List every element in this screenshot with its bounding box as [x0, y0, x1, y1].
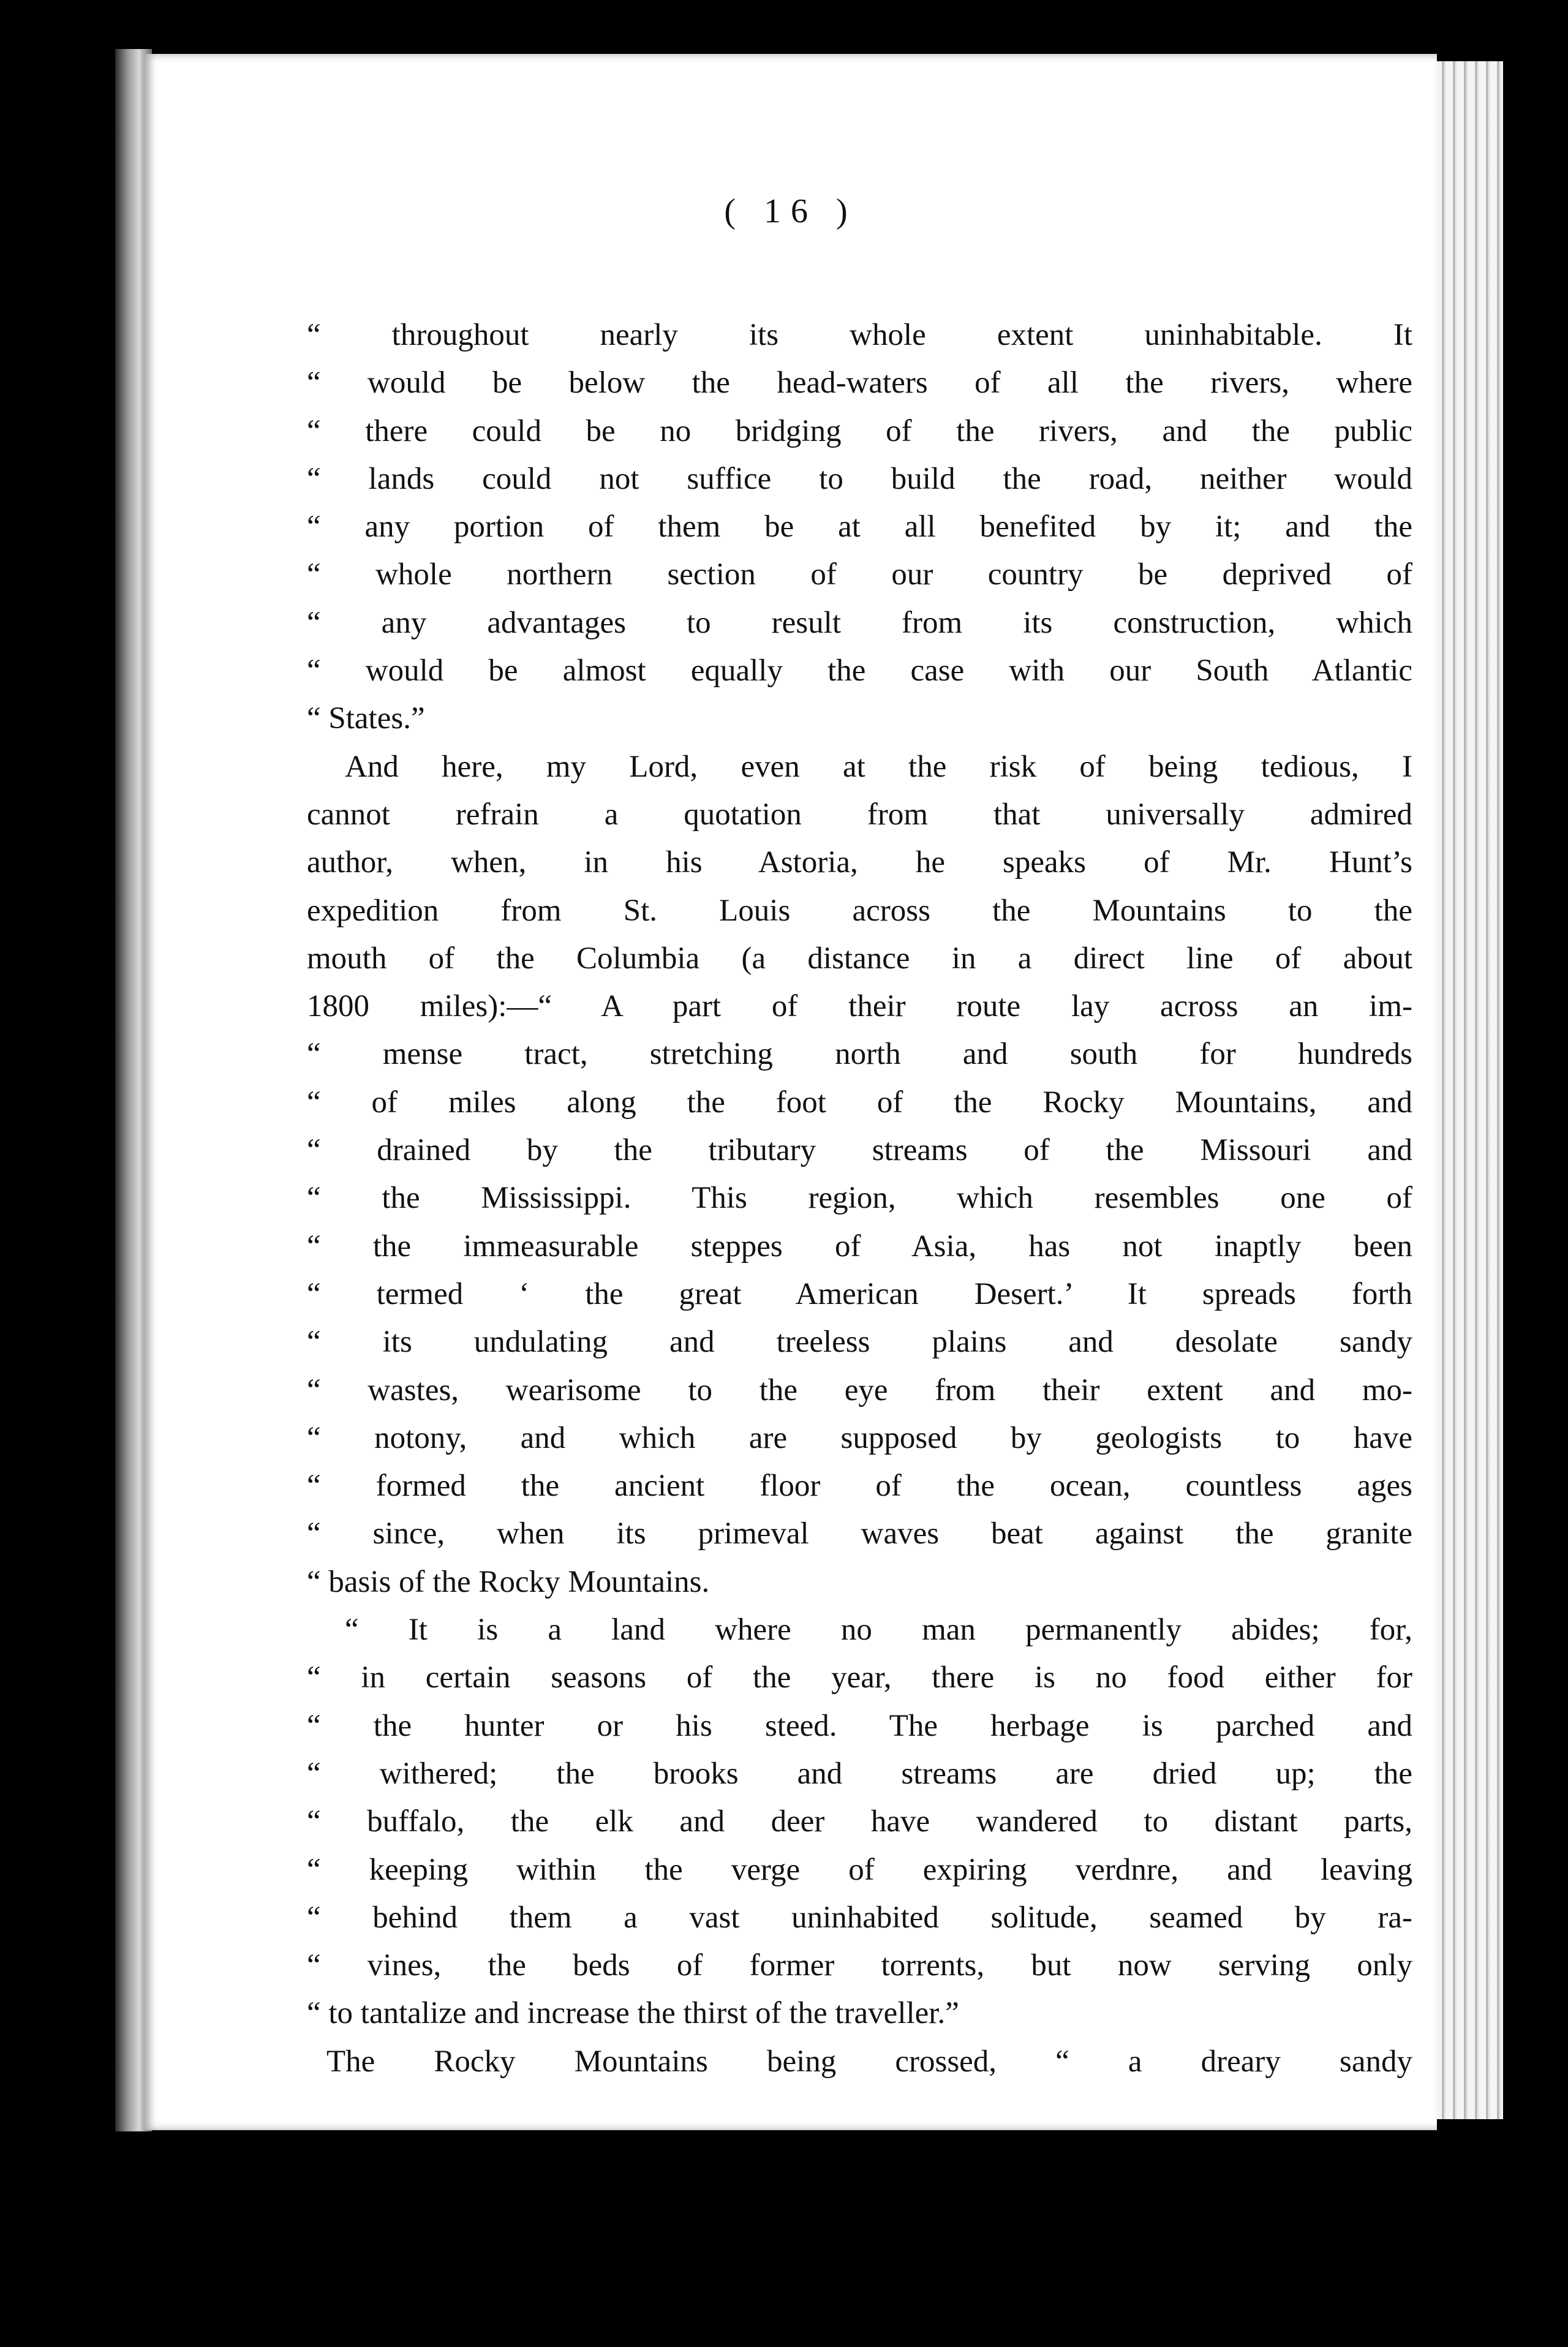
- text-line: “ basis of the Rocky Mountains.: [307, 1564, 710, 1599]
- text-line: “ the Mississippi. This region, which resembles one of: [307, 1181, 1412, 1216]
- paragraph-start-line: The Rocky Mountains being crossed, “ a dreary sandy: [326, 2044, 1412, 2079]
- text-line: “ throughout nearly its whole extent uninhabitable. It: [307, 318, 1412, 352]
- text-line: “ the hunter or his steed. The herbage is parched and: [307, 1708, 1412, 1743]
- text-line: “ would be almost equally the case with our South Atlantic: [307, 654, 1412, 688]
- text-line: “ mense tract, stretching north and south for hundreds: [307, 1037, 1412, 1072]
- text-line: “ any portion of them be at all benefited by it; and the: [307, 510, 1412, 544]
- body-text: [307, 311, 1412, 2085]
- text-line: “ drained by the tributary streams of the Missouri and: [307, 1133, 1412, 1168]
- text-line: “ States.”: [307, 701, 425, 736]
- text-line: “ its undulating and treeless plains and desolate sandy: [307, 1325, 1412, 1360]
- text-line: “ would be below the head-waters of all the rivers, where: [307, 366, 1412, 401]
- text-line: expedition from St. Louis across the Mountains to the: [307, 893, 1412, 928]
- text-line: “ whole northern section of our country be deprived of: [307, 557, 1412, 592]
- text-line: “ of miles along the foot of the Rocky Mountains, and: [307, 1085, 1412, 1120]
- text-line: “ the immeasurable steppes of Asia, has not inaptly been: [307, 1229, 1412, 1264]
- page-edges: [1433, 61, 1503, 2119]
- paragraph-start-line: And here, my Lord, even at the risk of being tedious, I: [345, 749, 1412, 784]
- text-line: “ keeping within the verge of expiring verdnre, and leaving: [307, 1852, 1412, 1887]
- text-line: “ since, when its primeval waves beat against the granite: [307, 1516, 1412, 1551]
- text-line: 1800 miles):—“ A part of their route lay across an im-: [307, 989, 1412, 1024]
- text-line: “ in certain seasons of the year, there is no food either for: [307, 1660, 1412, 1695]
- text-line: “ behind them a vast uninhabited solitude, seamed by ra-: [307, 1900, 1412, 1935]
- page-number: ( 16 ): [724, 192, 858, 230]
- text-line: “ notony, and which are supposed by geologists to have: [307, 1420, 1412, 1455]
- text-line: “ termed ‘ the great American Desert.’ It spreads forth: [307, 1276, 1412, 1311]
- text-line: “ there could be no bridging of the rivers, and the public: [307, 413, 1412, 448]
- paragraph-start-line: “ It is a land where no man permanently abides; for,: [345, 1613, 1412, 1648]
- book-page: [145, 54, 1437, 2130]
- text-line: “ any advantages to result from its construction, which: [307, 605, 1412, 640]
- text-line: mouth of the Columbia (a distance in a direct line of about: [307, 941, 1412, 976]
- text-line: “ formed the ancient floor of the ocean, countless ages: [307, 1469, 1412, 1504]
- text-line: “ withered; the brooks and streams are dried up; the: [307, 1756, 1412, 1791]
- text-line: “ wastes, wearisome to the eye from their extent and mo-: [307, 1373, 1412, 1407]
- text-line: cannot refrain a quotation from that universally admired: [307, 797, 1412, 832]
- text-line: “ lands could not suffice to build the road, neither would: [307, 461, 1412, 496]
- text-line: “ vines, the beds of former torrents, but now serving only: [307, 1948, 1412, 1983]
- text-line: “ buffalo, the elk and deer have wandered to distant parts,: [307, 1804, 1412, 1839]
- text-line: “ to tantalize and increase the thirst of the traveller.”: [307, 1996, 959, 2031]
- text-line: author, when, in his Astoria, he speaks of Mr. Hunt’s: [307, 845, 1412, 880]
